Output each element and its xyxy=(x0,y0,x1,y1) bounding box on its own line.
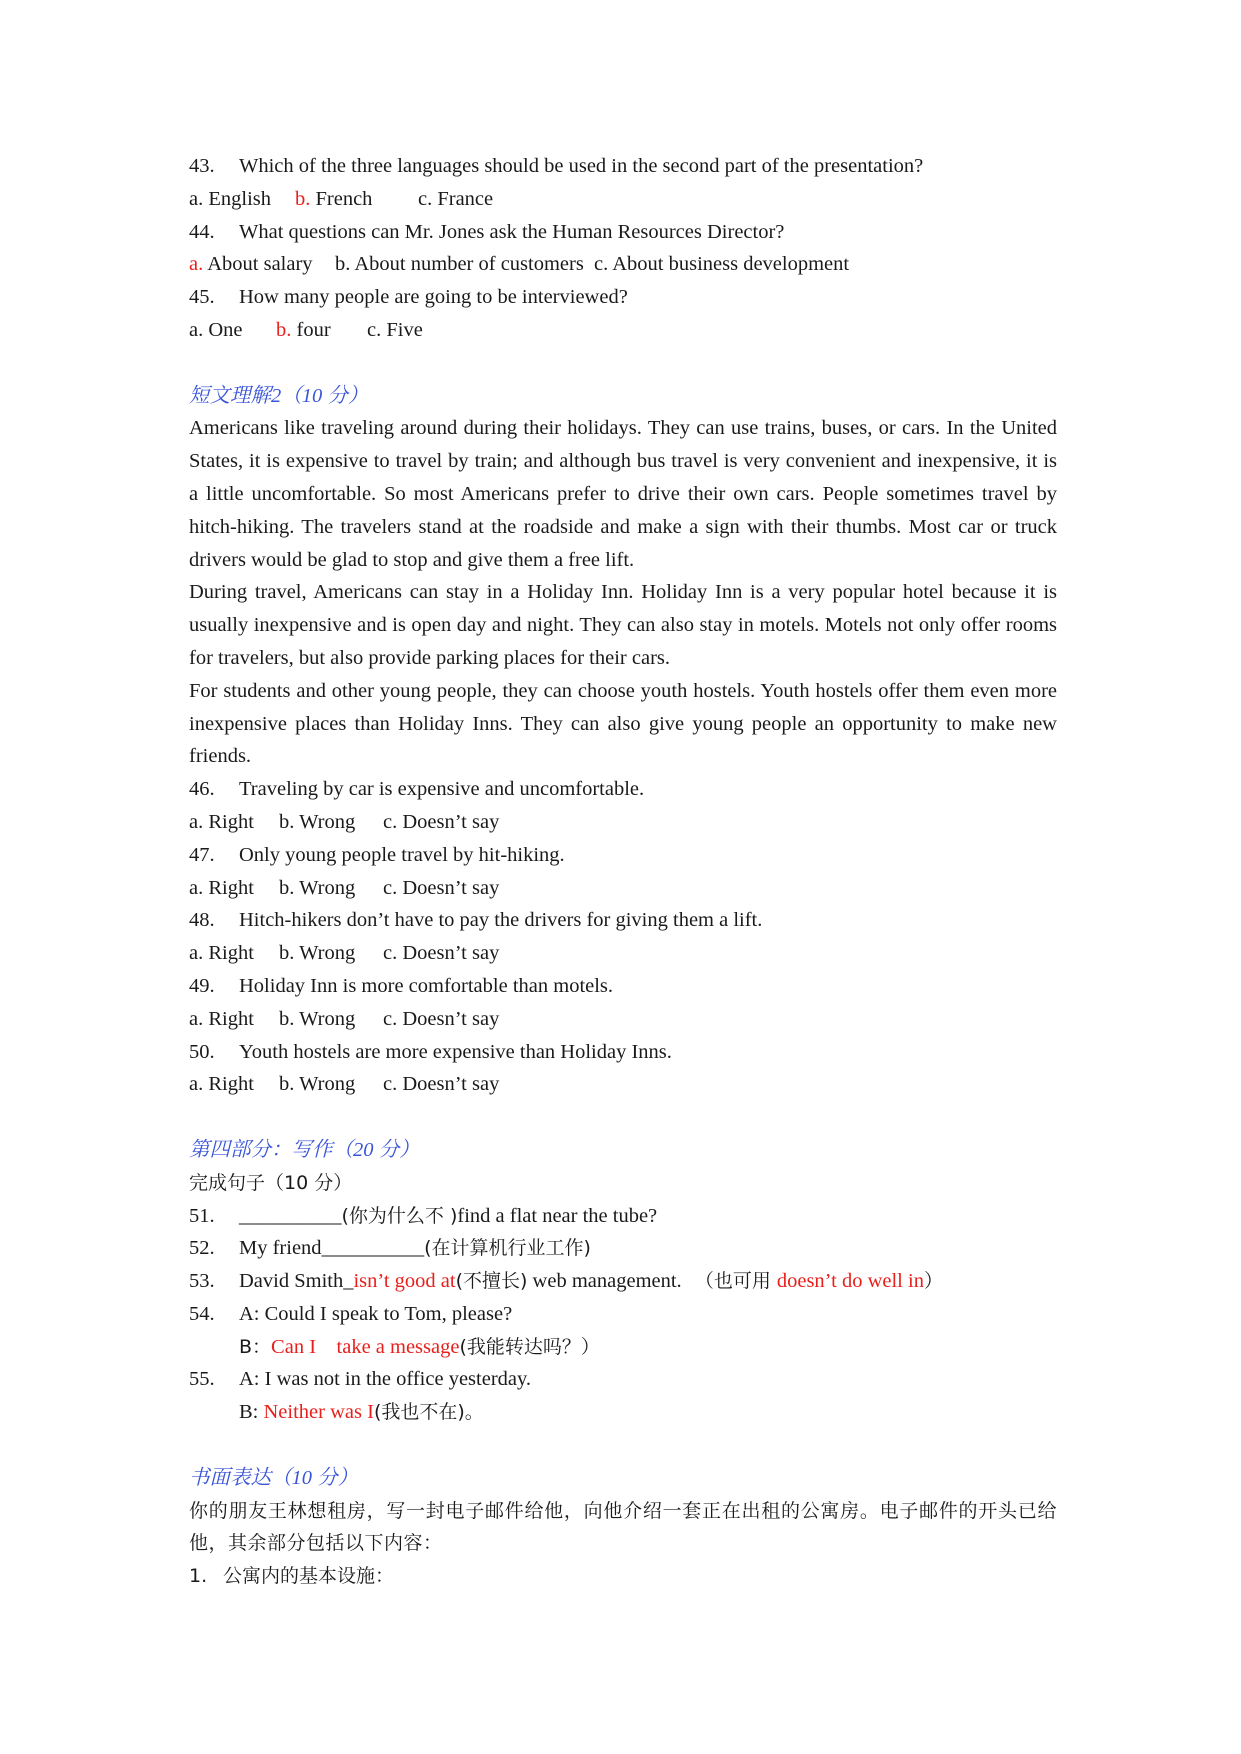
question-text: Traveling by car is expensive and uncomfortable. xyxy=(239,778,645,801)
question-44 xyxy=(189,216,1057,249)
question-number: 45. xyxy=(189,286,215,309)
option-a: a. Right xyxy=(189,1073,254,1096)
question-46 xyxy=(189,773,1057,806)
chinese-hint: (不擅长) xyxy=(455,1270,528,1293)
item-number: 1. xyxy=(189,1565,208,1588)
question-55 xyxy=(189,1363,1057,1396)
option-b: b. Wrong xyxy=(279,1073,356,1096)
section-heading-writing: 第四部分：写作（20 分） xyxy=(189,1138,420,1161)
question-48 xyxy=(189,904,1057,937)
question-47 xyxy=(189,839,1057,872)
alt-answer: doesn’t do well in xyxy=(776,1270,924,1293)
option-a: a. One xyxy=(189,318,243,341)
question-number: 51. xyxy=(189,1204,215,1227)
question-50 xyxy=(189,1036,1057,1069)
option-c: c. Doesn’t say xyxy=(383,1007,500,1030)
alt-note-open: （也可用 xyxy=(694,1270,777,1293)
question-text: How many people are going to be interviewed? xyxy=(239,286,628,309)
option-b: b. Wrong xyxy=(279,810,356,833)
option-b-answer: b. four xyxy=(276,318,331,341)
question-number: 48. xyxy=(189,909,215,932)
question-number: 43. xyxy=(189,155,215,177)
answer-blank: __________ xyxy=(321,1237,425,1260)
question-number: 46. xyxy=(189,778,215,801)
expression-instructions: 你的朋友王林想租房，写一封电子邮件给他，向他介绍一套正在出租的公寓房。电子邮件的开头已给他，其余部分包括以下内容： xyxy=(189,1499,1057,1555)
options-43 xyxy=(189,183,1057,216)
question-number: 52. xyxy=(189,1237,215,1260)
option-c: c. Five xyxy=(367,318,423,341)
passage-paragraph-1: Americans like traveling around during their holidays. They can use trains, buses, or cars. In the United States, it is expensive to travel by train; and although bus travel is very convenient and inexpensive, it is a little uncomfortable. So most Americans prefer to drive their own cars. People sometimes travel by hitch-hiking. The travelers stand at the roadside and make a sign with their thumbs. Most car or truck drivers would be glad to stop and give them a free lift. xyxy=(189,417,1057,571)
question-text-rest: web management. xyxy=(527,1270,682,1293)
options-48 xyxy=(189,937,1057,970)
question-number: 47. xyxy=(189,843,215,866)
options-44 xyxy=(189,248,1057,281)
question-number: 44. xyxy=(189,220,215,243)
question-text: Hitch-hikers don’t have to pay the drivers for giving them a lift. xyxy=(239,909,763,932)
answer-text: Neither was I xyxy=(263,1401,374,1424)
question-text: Holiday Inn is more comfortable than motels. xyxy=(239,974,614,997)
dialogue-b-label: B: xyxy=(239,1401,264,1424)
dialogue-b-label: B： xyxy=(239,1335,272,1358)
option-b: b. About number of customers xyxy=(335,253,584,276)
option-c: c. Doesn’t say xyxy=(383,876,500,899)
question-54-reply xyxy=(189,1331,1057,1364)
option-a: a. Right xyxy=(189,810,254,833)
question-text: What questions can Mr. Jones ask the Human Resources Director? xyxy=(239,220,785,243)
option-b: b. Wrong xyxy=(279,876,356,899)
option-c: c. Doesn’t say xyxy=(383,1073,500,1096)
dialogue-a: A: I was not in the office yesterday. xyxy=(239,1368,532,1391)
question-number: 54. xyxy=(189,1302,215,1325)
option-a: a. Right xyxy=(189,876,254,899)
question-55-reply xyxy=(189,1396,1057,1429)
chinese-hint: (我也不在)。 xyxy=(373,1401,484,1424)
question-51 xyxy=(189,1200,1057,1233)
option-a: a. Right xyxy=(189,942,254,965)
question-number: 50. xyxy=(189,1040,215,1063)
question-53 xyxy=(189,1265,1057,1298)
options-45 xyxy=(189,314,1057,347)
chinese-hint: (在计算机行业工作) xyxy=(424,1237,591,1260)
chinese-hint: (你为什么不 ) xyxy=(341,1204,458,1227)
question-text: Only young people travel by hit-hiking. xyxy=(239,843,565,866)
options-47 xyxy=(189,872,1057,905)
option-a: a. Right xyxy=(189,1007,254,1030)
question-45 xyxy=(189,281,1057,314)
question-49 xyxy=(189,970,1057,1003)
section-heading-reading-2: 短文理解2（10 分） xyxy=(189,384,369,407)
options-49 xyxy=(189,1003,1057,1036)
option-a: a. English xyxy=(189,187,272,210)
option-b: b. Wrong xyxy=(279,942,356,965)
question-54 xyxy=(189,1298,1057,1331)
answer-text: isn’t good at xyxy=(353,1270,456,1293)
question-number: 55. xyxy=(189,1368,215,1391)
question-43 xyxy=(189,150,1057,183)
passage-paragraph-2: During travel, Americans can stay in a Holiday Inn. Holiday Inn is a very popular hotel because it is usually inexpensive and is open day and night. They can also stay in motels. Motels not only offer rooms for travelers, but also provide parking places for their cars. xyxy=(189,581,1057,669)
chinese-hint: (我能转达吗？） xyxy=(459,1335,600,1358)
options-46 xyxy=(189,806,1057,839)
question-52 xyxy=(189,1232,1057,1265)
passage-paragraph-3: For students and other young people, they can choose youth hostels. Youth hostels offer them even more inexpensive places than Holiday Inns. They can also give young people an opportunity to make new friends. xyxy=(189,679,1057,768)
item-text: 公寓内的基本设施： xyxy=(223,1565,395,1588)
question-number: 49. xyxy=(189,974,215,997)
option-b: b. Wrong xyxy=(279,1007,356,1030)
section-heading-written-expression: 书面表达（10 分） xyxy=(189,1466,359,1489)
option-a-answer: a. About salary xyxy=(189,253,313,276)
option-b-answer: b. French xyxy=(295,187,373,210)
expression-item-1 xyxy=(189,1560,1057,1593)
question-text: find a flat near the tube? xyxy=(457,1204,658,1227)
question-text: David Smith_ xyxy=(239,1270,354,1293)
question-number: 53. xyxy=(189,1270,215,1293)
subsection-complete-sentences: 完成句子（10 分） xyxy=(189,1171,353,1194)
question-text: Youth hostels are more expensive than Holiday Inns. xyxy=(239,1040,672,1063)
options-50 xyxy=(189,1068,1057,1101)
alt-note-close: ） xyxy=(923,1270,943,1293)
option-c: c. About business development xyxy=(594,253,850,276)
document-page xyxy=(189,150,1057,1593)
option-c: c. Doesn’t say xyxy=(383,942,500,965)
answer-blank: __________ xyxy=(239,1204,342,1227)
option-c: c. Doesn’t say xyxy=(383,810,500,833)
question-text: My friend xyxy=(239,1237,322,1260)
question-text: Which of the three languages should be used in the second part of the presentation? xyxy=(239,155,924,177)
answer-text: Can I take a message xyxy=(271,1335,460,1358)
option-c: c. France xyxy=(418,187,494,210)
dialogue-a: A: Could I speak to Tom, please? xyxy=(239,1302,513,1325)
